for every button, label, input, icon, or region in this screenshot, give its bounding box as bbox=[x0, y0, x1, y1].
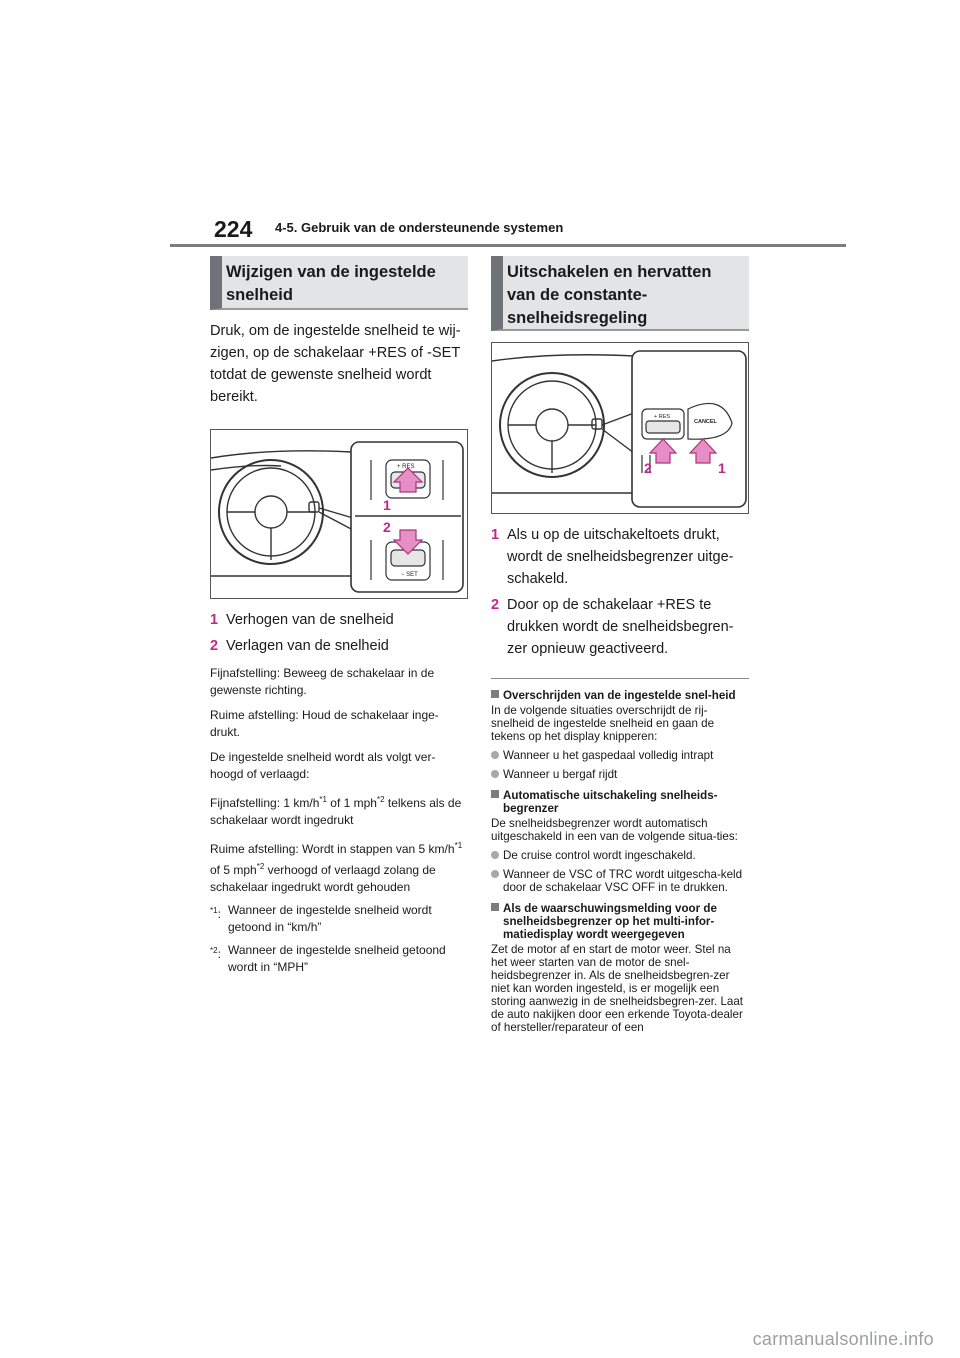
fine-adjust-text: Fijnafstelling: Beweeg de schakelaar in de gewenste richting. bbox=[210, 666, 435, 697]
list-item: 1 Verhogen van de snelheid bbox=[210, 612, 394, 628]
subheading-exceed-speed: Overschrijden van de ingestelde snel-heid bbox=[491, 689, 749, 702]
footnote: $^{*2}$: Wanneer de ingestelde snelheid getoond wordt in “MPH” bbox=[210, 943, 446, 974]
section-heading-change-speed: Wijzigen van de ingestelde snelheid bbox=[210, 256, 468, 310]
steering-wheel-drawing bbox=[492, 343, 748, 513]
watermark: carmanualsonline.info bbox=[752, 1329, 934, 1349]
subheading-warning-message: Als de waarschuwingsmelding voor de snelheidsbegrenzer op het multi-infor-matiedisplay wordt weergegeven bbox=[491, 902, 749, 941]
coarse-adjust-text: Ruime afstelling: Houd de schakelaar inge-drukt. bbox=[210, 708, 439, 739]
list-item: 2 Verlagen van de snelheid bbox=[210, 638, 389, 654]
callout-1: 1 bbox=[718, 460, 726, 476]
chapter-title: 4-5. Gebruik van de ondersteunende systemen bbox=[275, 220, 564, 235]
page-number: 224 bbox=[214, 216, 253, 242]
set-label: − SET bbox=[401, 572, 418, 578]
subheading-auto-cancel: Automatische uitschakeling snelheids-begrenzer bbox=[491, 789, 749, 815]
numbered-list-right bbox=[491, 524, 749, 660]
list-item: 2 Door op de schakelaar +RES te drukken wordt de snelheidsbegren-zer opnieuw geactiveerd. bbox=[491, 597, 734, 657]
callout-2: 2 bbox=[644, 460, 652, 476]
right-column bbox=[491, 256, 749, 1034]
res-label: + RES bbox=[654, 414, 671, 420]
callout-1: 1 bbox=[383, 497, 391, 513]
bullet-item: Wanneer u bergaf rijdt bbox=[491, 768, 749, 781]
paragraph: De snelheidsbegrenzer wordt automatisch uitgeschakeld in een van de volgende situa-ties: bbox=[491, 817, 738, 843]
paragraph: In de volgende situaties overschrijdt de rij-snelheid de ingestelde snelheid en gaan de tekens op het display knipperen: bbox=[491, 704, 715, 743]
numbered-list-left bbox=[210, 609, 468, 657]
fine-adjust-step-text: Fijnafstelling: 1 $km/h^{*1}$ of 1 mph$^{*2}$ telkens als de schakelaar wordt ingedrukt bbox=[210, 795, 462, 827]
steering-wheel-drawing bbox=[211, 430, 467, 598]
steering-switch-illustration bbox=[210, 429, 468, 599]
cancel-label: CANCEL bbox=[694, 419, 717, 425]
bullet-item: Wanneer u het gaspedaal volledig intrapt bbox=[491, 749, 749, 762]
bullet-item: De cruise control wordt ingeschakeld. bbox=[491, 849, 749, 862]
coarse-adjust-step-text: Ruime afstelling: Wordt in stappen van 5 $km/h^{*1}$ of 5 mph$^{*2}$ verhoogd of verlaagd zolang de schakelaar ingedrukt wordt gehouden bbox=[210, 841, 463, 894]
lead-paragraph: Druk, om de ingestelde snelheid te wij-zigen, op de schakelaar +RES of -SET totdat de gewenste snelheid wordt bereikt. bbox=[210, 323, 461, 405]
callout-2: 2 bbox=[383, 519, 391, 535]
left-column bbox=[210, 256, 468, 976]
adjust-intro-text: De ingestelde snelheid wordt als volgt ver-hoogd of verlaagd: bbox=[210, 750, 436, 781]
header-rule bbox=[170, 244, 846, 247]
paragraph: Zet de motor af en start de motor weer. Stel na het weer starten van de motor de snel-heidsbegrenzer in. Als de snelheidsbegren-zer niet kan worden ingesteld, is er mogelijk een storing aanwezig in de snelheidsbegren-zer. Laat de auto nakijken door een erkende Toyota-dealer of hersteller/reparateur of een bbox=[491, 943, 744, 1034]
res-label: + RES bbox=[397, 464, 415, 470]
list-item: 1 Als u op de uitschakeltoets drukt, wordt de snelheidsbegrenzer uitge-schakeld. bbox=[491, 527, 734, 587]
bullet-item: Wanneer de VSC of TRC wordt uitgescha-keld door de schakelaar VSC OFF in te drukken. bbox=[491, 868, 749, 894]
footnote: $^{*1}$: Wanneer de ingestelde snelheid wordt getoond in “km/h” bbox=[210, 903, 432, 934]
cancel-switch-illustration bbox=[491, 342, 749, 514]
section-heading-cancel-resume: Uitschakelen en hervatten van de constante-snelheidsregeling bbox=[491, 256, 749, 331]
section-divider bbox=[491, 678, 749, 679]
